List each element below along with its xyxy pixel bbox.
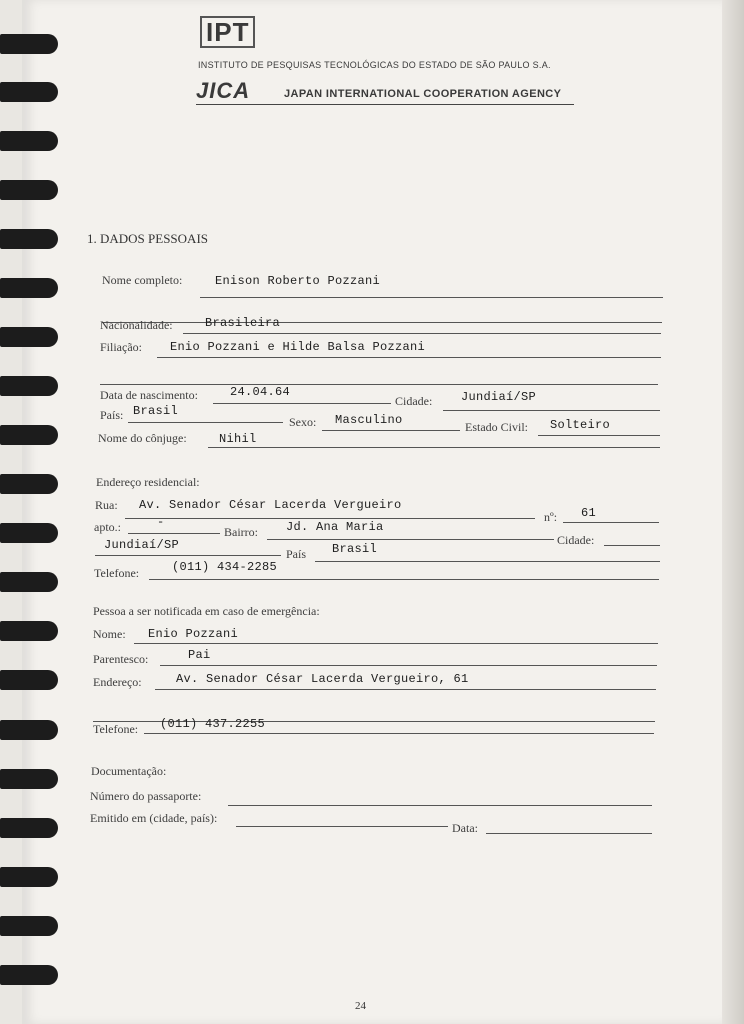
nome-completo-label: Nome completo: <box>102 273 183 287</box>
form-line <box>144 733 654 734</box>
cidade-value[interactable]: Jundiaí/SP <box>461 390 537 404</box>
endereco-heading: Endereço residencial: <box>96 475 200 489</box>
binding-ring <box>0 327 58 347</box>
emergencia-heading: Pessoa a ser notificada em caso de emergência: <box>93 604 320 618</box>
section-title: 1. DADOS PESSOAIS <box>87 231 208 246</box>
emergencia-endereco-value[interactable]: Av. Senador César Lacerda Vergueiro, 61 <box>176 672 469 686</box>
form-line <box>228 805 652 806</box>
data-nascimento-value[interactable]: 24.04.64 <box>230 385 291 399</box>
form-line <box>128 533 220 534</box>
form-line <box>183 333 661 334</box>
binding-ring <box>0 621 58 641</box>
binding-ring <box>0 769 58 789</box>
emergencia-nome-value[interactable]: Enio Pozzani <box>148 627 239 641</box>
pais-endereco-value[interactable]: Brasil <box>332 542 378 556</box>
binding-ring <box>0 965 58 985</box>
apto-label: apto.: <box>94 520 121 534</box>
form-line <box>100 384 658 385</box>
binding-ring <box>0 180 58 200</box>
sexo-label: Sexo: <box>289 415 317 429</box>
form-line <box>95 555 281 556</box>
parentesco-value[interactable]: Pai <box>188 648 211 662</box>
nacionalidade-label: Nacionalidade: <box>100 318 173 332</box>
form-line <box>149 579 659 580</box>
emitido-label: Emitido em (cidade, país): <box>90 811 218 825</box>
binding-ring <box>0 131 58 151</box>
binding-ring <box>0 916 58 936</box>
form-line <box>322 430 460 431</box>
pais-endereco-label: País <box>286 547 307 561</box>
binding-ring <box>0 670 58 690</box>
emergencia-telefone-value[interactable]: (011) 437.2255 <box>160 717 266 731</box>
sexo-value[interactable]: Masculino <box>335 413 403 427</box>
form-line <box>443 410 660 411</box>
pais-value[interactable]: Brasil <box>133 404 179 418</box>
numero-label: nº: <box>544 510 558 524</box>
form-line <box>200 297 663 298</box>
binding-ring <box>0 425 58 445</box>
apto-value[interactable]: - <box>157 515 165 529</box>
emergencia-nome-label: Nome: <box>93 627 126 641</box>
form-line <box>538 435 660 436</box>
telefone-label: Telefone: <box>94 566 140 580</box>
ipt-logo: IPT <box>200 16 255 48</box>
binding-ring <box>0 867 58 887</box>
binding-ring <box>0 229 58 249</box>
form-line <box>315 561 660 562</box>
bairro-label: Bairro: <box>224 525 258 539</box>
rua-label: Rua: <box>95 498 118 512</box>
form-line <box>208 447 660 448</box>
data-nascimento-label: Data de nascimento: <box>100 388 198 402</box>
numero-value[interactable]: 61 <box>581 506 597 520</box>
cidade-endereco-value[interactable]: Jundiaí/SP <box>104 538 180 552</box>
binding-ring <box>0 474 58 494</box>
documentacao-heading: Documentação: <box>91 764 167 778</box>
cidade-endereco-label: Cidade: <box>557 533 595 547</box>
form-line <box>160 665 657 666</box>
pais-label: País: <box>100 408 124 422</box>
page-number: 24 <box>355 1000 366 1012</box>
nacionalidade-value[interactable]: Brasileira <box>205 316 281 330</box>
nome-conjuge-value[interactable]: Nihil <box>219 432 257 446</box>
document-page <box>22 0 722 1024</box>
binding-ring <box>0 34 58 54</box>
cidade-label: Cidade: <box>395 394 433 408</box>
form-line <box>128 422 283 423</box>
emergencia-telefone-label: Telefone: <box>93 722 139 736</box>
form-line <box>486 833 652 834</box>
form-line <box>267 539 554 540</box>
binding-ring <box>0 572 58 592</box>
form-line <box>236 826 448 827</box>
header-divider <box>196 104 574 105</box>
passaporte-label: Número do passaporte: <box>90 789 202 803</box>
bairro-value[interactable]: Jd. Ana Maria <box>286 520 384 534</box>
telefone-value[interactable]: (011) 434-2285 <box>172 560 278 574</box>
nome-conjuge-label: Nome do cônjuge: <box>98 431 187 445</box>
rua-value[interactable]: Av. Senador César Lacerda Vergueiro <box>139 498 402 512</box>
binding-ring <box>0 818 58 838</box>
binding-ring <box>0 278 58 298</box>
estado-civil-value[interactable]: Solteiro <box>550 418 611 432</box>
binding-ring <box>0 523 58 543</box>
form-line <box>134 643 658 644</box>
jica-agency-name: JAPAN INTERNATIONAL COOPERATION AGENCY <box>284 88 562 100</box>
binding-ring <box>0 82 58 102</box>
binding-ring <box>0 376 58 396</box>
ipt-institute-name: INSTITUTO DE PESQUISAS TECNOLÓGICAS DO ESTADO DE SÃO PAULO S.A. <box>198 60 551 70</box>
estado-civil-label: Estado Civil: <box>465 420 528 434</box>
filiacao-label: Filiação: <box>100 340 142 354</box>
nome-completo-value[interactable]: Enison Roberto Pozzani <box>215 274 381 288</box>
form-line <box>155 689 656 690</box>
jica-logo: JICA <box>196 78 251 103</box>
emergencia-endereco-label: Endereço: <box>93 675 142 689</box>
parentesco-label: Parentesco: <box>93 652 149 666</box>
page-edge <box>722 0 744 1024</box>
form-line <box>213 403 391 404</box>
binding-ring <box>0 720 58 740</box>
filiacao-value[interactable]: Enio Pozzani e Hilde Balsa Pozzani <box>170 340 426 354</box>
form-line <box>563 522 659 523</box>
form-line <box>157 357 661 358</box>
form-line <box>125 518 535 519</box>
form-line <box>102 322 662 323</box>
form-line <box>604 545 660 546</box>
data-label: Data: <box>452 821 478 835</box>
